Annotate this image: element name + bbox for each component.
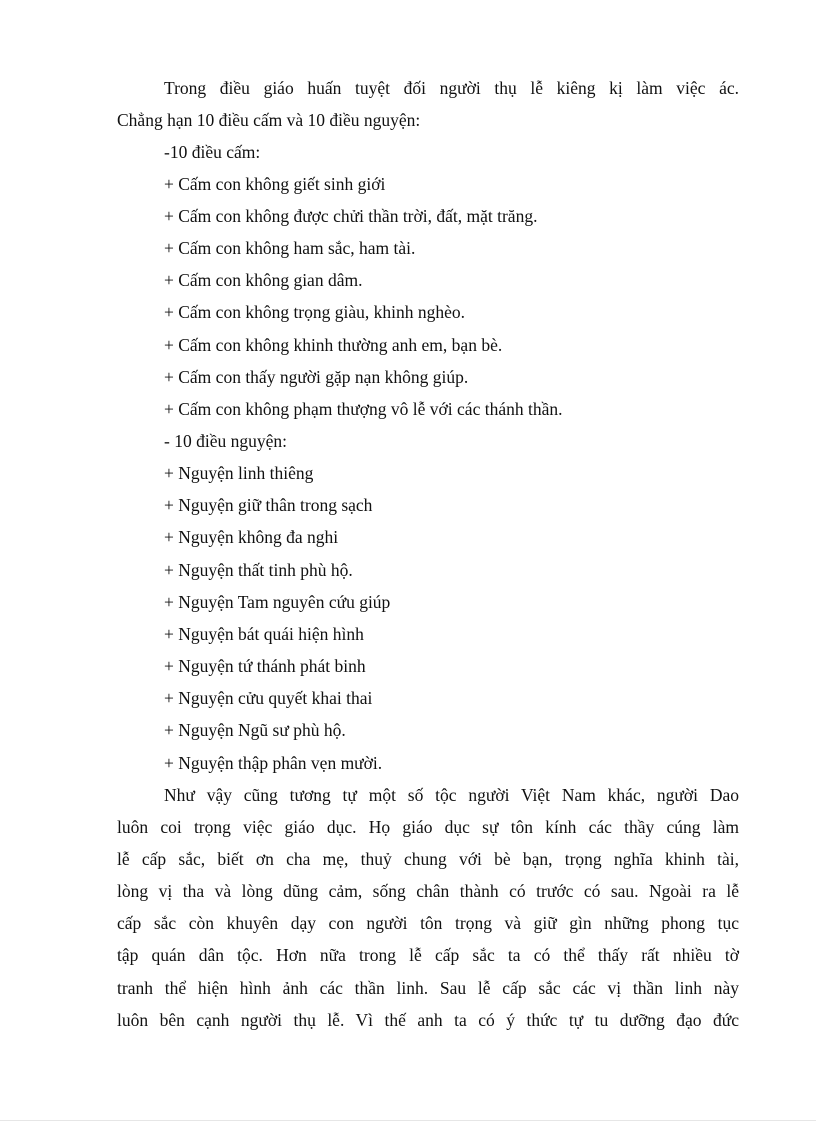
intro-line-2: Chẳng hạn 10 điều cấm và 10 điều nguyện: [117,110,421,130]
vow-item: + Nguyện tứ thánh phát binh [164,656,366,676]
conclusion-line: tập quán dân tộc. Hơn nữa trong lễ cấp sắc ta có thể thấy rất nhiều tờ [117,945,739,965]
vow-item: + Nguyện Ngũ sư phù hộ. [164,720,346,740]
conclusion-line: lễ cấp sắc, biết ơn cha mẹ, thuỷ chung với bè bạn, trọng nghĩa khinh tài, [117,849,739,869]
vow-item: + Nguyện thất tinh phù hộ. [164,560,353,580]
prohibition-item: + Cấm con không gian dâm. [164,270,363,290]
vow-item: + Nguyện giữ thân trong sạch [164,495,373,515]
conclusion-line: cấp sắc còn khuyên dạy con người tôn trọng và giữ gìn những phong tục [117,913,739,933]
intro-line-1: Trong điều giáo huấn tuyệt đối người thụ lễ kiêng kị làm việc ác. [164,78,739,98]
prohibition-item: + Cấm con thấy người gặp nạn không giúp. [164,367,469,387]
prohibition-item: + Cấm con không phạm thượng vô lễ với các thánh thần. [164,399,563,419]
prohibition-item: + Cấm con không giết sinh giới [164,174,386,194]
vow-item: + Nguyện thập phân vẹn mười. [164,753,383,773]
vow-item: + Nguyện Tam nguyên cứu giúp [164,592,391,612]
conclusion-line: luôn coi trọng việc giáo dục. Họ giáo dục sự tôn kính các thầy cúng làm [117,817,739,837]
conclusion-line: lòng vị tha và lòng dũng cảm, sống chân thành có trước có sau. Ngoài ra lễ [117,881,739,901]
conclusion-line: Như vậy cũng tương tự một số tộc người Việt Nam khác, người Dao [164,785,739,805]
prohibition-item: + Cấm con không trọng giàu, khinh nghèo. [164,302,466,322]
prohibitions-heading: -10 điều cấm: [164,142,261,162]
prohibition-item: + Cấm con không khinh thường anh em, bạn bè. [164,335,503,355]
prohibition-item: + Cấm con không ham sắc, ham tài. [164,238,416,258]
conclusion-line: luôn bên cạnh người thụ lễ. Vì thế anh ta có ý thức tự tu dưỡng đạo đức [117,1010,739,1030]
vows-heading: - 10 điều nguyện: [164,431,287,451]
vow-item: + Nguyện cửu quyết khai thai [164,688,373,708]
vow-item: + Nguyện bát quái hiện hình [164,624,364,644]
conclusion-line: tranh thể hiện hình ảnh các thần linh. Sau lễ cấp sắc các vị thần linh này [117,978,739,998]
page-bottom-divider [0,1120,816,1121]
vow-item: + Nguyện linh thiêng [164,463,314,483]
prohibition-item: + Cấm con không được chửi thần trời, đất, mặt trăng. [164,206,538,226]
vow-item: + Nguyện không đa nghi [164,527,339,547]
